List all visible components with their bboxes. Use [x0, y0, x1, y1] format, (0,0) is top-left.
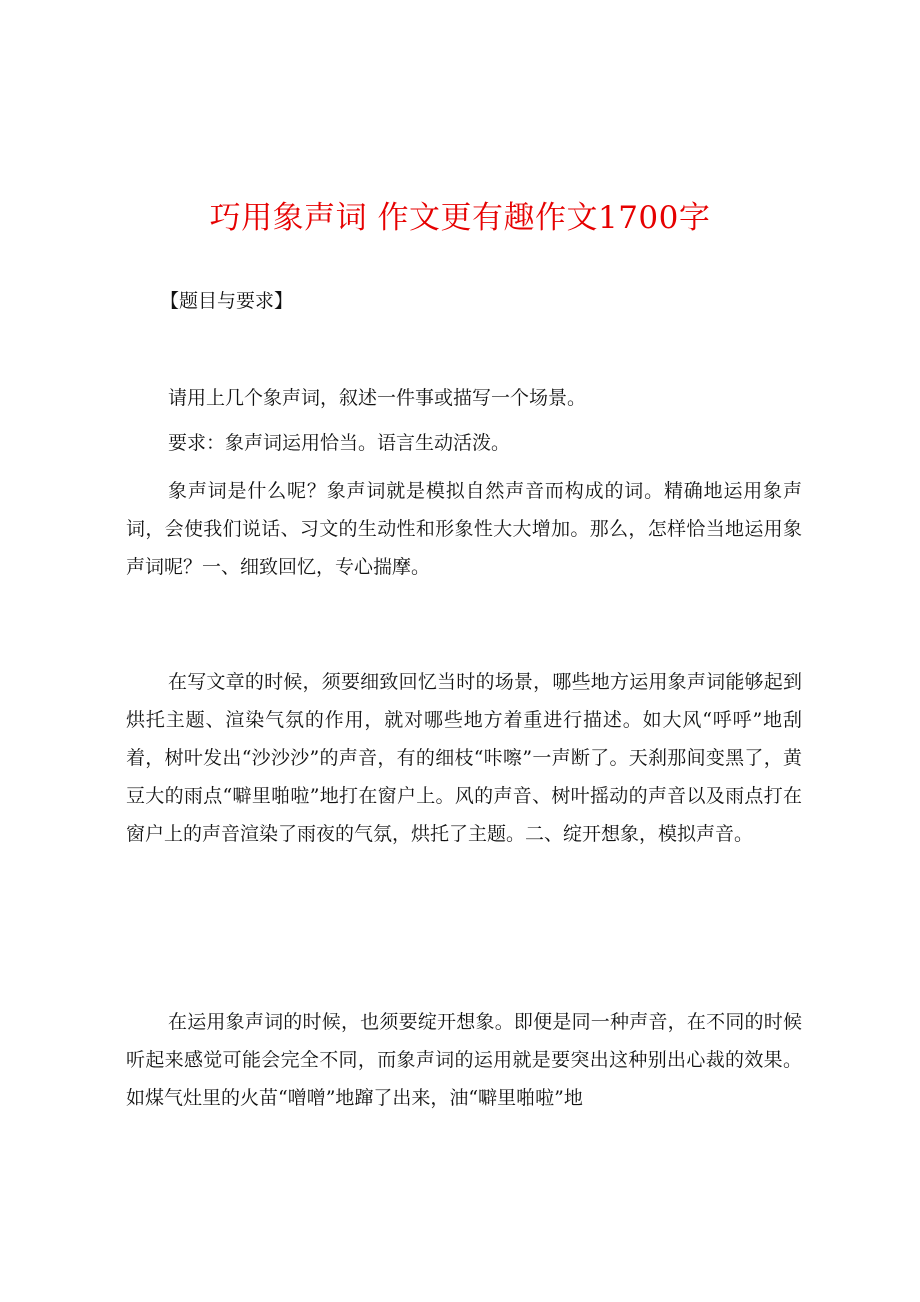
- page-title: 巧用象声词 作文更有趣作文1700字: [209, 200, 711, 236]
- paragraph-prompt: 请用上几个象声词，叙述一件事或描写一个场景。: [168, 387, 587, 409]
- paragraph-intro: 象声词是什么呢？象声词就是模拟自然声音而构成的词。精确地运用象声词，会使我们说话、习文的生动性和形象性大大增加。那么，怎样恰当地运用象声词呢？一、细致回忆，专心揣摩。: [126, 480, 802, 578]
- paragraph-imagination: 在运用象声词的时候，也须要绽开想象。即便是同一种声音，在不同的时候听起来感觉可能会完全不同，而象声词的运用就是要突出这种别出心裁的效果。如煤气灶里的火苗“噌噌”地蹿了出来，油“噼里啪啦”地: [126, 1011, 802, 1109]
- section-heading: 【题目与要求】: [160, 290, 294, 312]
- paragraph-requirement: 要求：象声词运用恰当。语言生动活泼。: [168, 432, 511, 454]
- paragraph-recall: 在写文章的时候，须要细致回忆当时的场景，哪些地方运用象声词能够起到烘托主题、渲染气氛的作用，就对哪些地方着重进行描述。如大风“呼呼”地刮着，树叶发出“沙沙沙”的声音，有的细枝“咔嚓”一声断了。天刹那间变黑了，黄豆大的雨点“噼里啪啦”地打在窗户上。风的声音、树叶摇动的声音以及雨点打在窗户上的声音渲染了雨夜的气氛，烘托了主题。二、绽开想象，模拟声音。: [126, 671, 802, 845]
